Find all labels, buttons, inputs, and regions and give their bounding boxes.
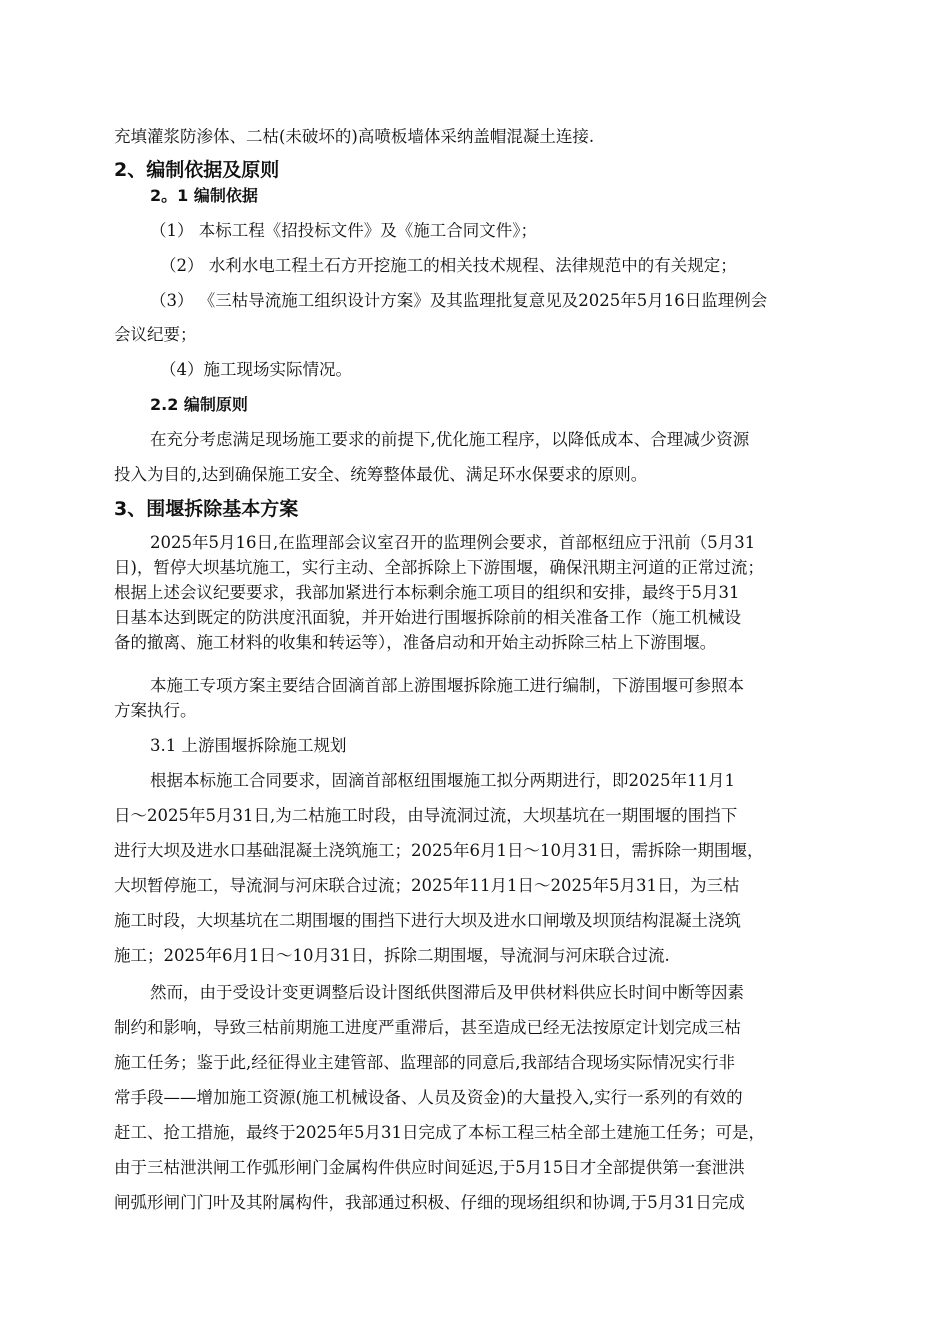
paragraph-line: 在充分考虑满足现场施工要求的前提下,优化施工程序，以降低成本、合理减少资源 [150,430,750,449]
paragraph-line: 常手段——增加施工资源(施工机械设备、人员及资金)的大量投入,实行一系列的有效的 [114,1088,743,1107]
subsection-heading: 2。1 编制依据 [150,186,258,205]
paragraph-line: 方案执行。 [114,701,197,720]
paragraph-line: 本施工专项方案主要结合固滴首部上游围堰拆除施工进行编制，下游围堰可参照本 [150,676,744,695]
paragraph-line: （1） 本标工程《招投标文件》及《施工合同文件》； [150,221,537,240]
paragraph-line: 日基本达到既定的防洪度汛面貌，并开始进行围堰拆除前的相关准备工作（施工机械设 [114,608,741,627]
paragraph-line: 赶工、抢工措施，最终于2025年5月31日完成了本标工程三枯全部土建施工任务；可是， [114,1123,765,1142]
paragraph-line: 2025年5月16日,在监理部会议室召开的监理例会要求，首部枢纽应于汛前（5月31 [150,533,756,552]
paragraph-line: 会议纪要； [114,325,197,344]
paragraph-line: 施工；2025年6月1日～10月31日，拆除二期围堰，导流洞与河床联合过流. [114,946,670,965]
paragraph-line: 闸弧形闸门门叶及其附属构件，我部通过积极、仔细的现场组织和协调,于5月31日完成 [114,1193,745,1212]
paragraph-line: 根据本标施工合同要求，固滴首部枢纽围堰施工拟分两期进行，即2025年11月1 [150,771,735,790]
paragraph-line: 由于三枯泄洪闸工作弧形闸门金属构件供应时间延迟,于5月15日才全部提供第一套泄洪 [114,1158,745,1177]
paragraph-line: （3） 《三枯导流施工组织设计方案》及其监理批复意见及2025年5月16日监理例会 [150,291,768,310]
paragraph-line: 然而，由于受设计变更调整后设计图纸供图滞后及甲供材料供应长时间中断等因素 [150,983,744,1002]
paragraph-line: 充填灌浆防渗体、二枯(未破坏的)高喷板墙体采纳盖帽混凝土连接. [114,127,595,146]
subsection-heading: 2.2 编制原则 [150,395,248,414]
subsection-title: 3.1 上游围堰拆除施工规划 [150,736,347,755]
paragraph-line: 备的撤离、施工材料的收集和转运等），准备启动和开始主动拆除三枯上下游围堰。 [114,633,717,652]
paragraph-line: 施工时段，大坝基坑在二期围堰的围挡下进行大坝及进水口闸墩及坝顶结构混凝土浇筑 [114,911,741,930]
section-heading: 2、编制依据及原则 [114,159,280,181]
paragraph-line: 进行大坝及进水口基础混凝土浇筑施工；2025年6月1日～10月31日，需拆除一期围堰， [114,841,764,860]
paragraph-line: 制约和影响，导致三枯前期施工进度严重滞后，甚至造成已经无法按原定计划完成三枯 [114,1018,741,1037]
paragraph-line: 投入为目的,达到确保施工安全、统筹整体最优、满足环水保要求的原则。 [114,465,648,484]
section-heading: 3、围堰拆除基本方案 [114,498,299,520]
paragraph-line: 根据上述会议纪要要求，我部加紧进行本标剩余施工项目的组织和安排，最终于5月31 [114,583,740,602]
paragraph-line: 日)，暂停大坝基坑施工，实行主动、全部拆除上下游围堰，确保汛期主河道的正常过流； [114,558,764,577]
paragraph-line: 日～2025年5月31日,为二枯施工时段，由导流洞过流，大坝基坑在一期围堰的围挡下 [114,806,738,825]
paragraph-line: （2） 水利水电工程土石方开挖施工的相关技术规程、法律规范中的有关规定； [160,256,737,275]
paragraph-line: 大坝暂停施工，导流洞与河床联合过流；2025年11月1日～2025年5月31日，为三枯 [114,876,740,895]
paragraph-line: （4）施工现场实际情况。 [160,360,352,379]
paragraph-line: 施工任务；鉴于此,经征得业主建管部、监理部的同意后,我部结合现场实际情况实行非 [114,1053,735,1072]
